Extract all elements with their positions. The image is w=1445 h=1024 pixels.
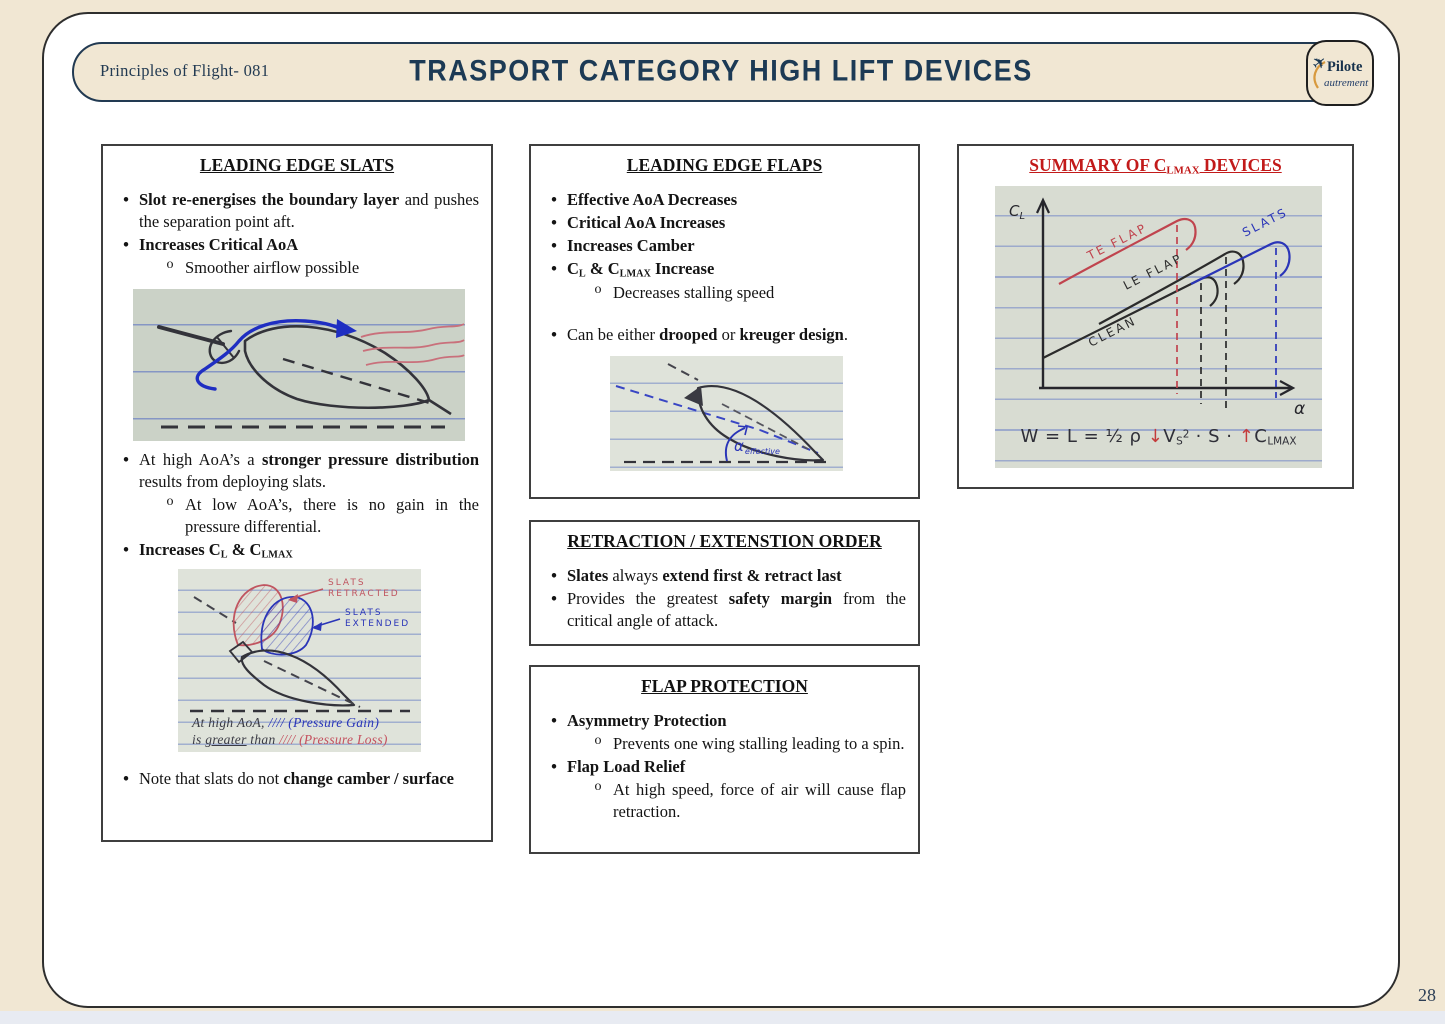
clmax-summary-box [957, 144, 1354, 489]
list-item: • Increases Camber [551, 235, 695, 255]
page-title: TRASPORT CATEGORY HIGH LIFT DEVICES [409, 54, 1033, 88]
slats-box-title: LEADING EDGE SLATS [199, 155, 395, 175]
slat-airflow-diagram [133, 289, 465, 441]
wind-dashes [668, 364, 698, 380]
slats-pressure-diagram [178, 569, 421, 752]
viewer-edge-strip [0, 1011, 1445, 1024]
retracted-label-2: RETRACTED [328, 589, 400, 600]
alpha-effective-label: $\alpha_{effective}$ [734, 436, 780, 456]
header-bar [72, 42, 1370, 102]
clean-label: CLEAN [1086, 313, 1140, 351]
protection-bullets [531, 710, 918, 823]
wind-dashed-line [194, 597, 236, 623]
list-item: • At high AoA’s a stronger pressure distribution results from deploying slats. [123, 449, 479, 491]
slats-bullets-2 [103, 449, 491, 562]
flap-protection-box [529, 665, 920, 854]
slats-label: SLATS [1240, 205, 1291, 241]
list-item: • Effective AoA Decreases [551, 190, 738, 209]
leading-edge-flaps-box [529, 144, 920, 499]
retraction-order-box [529, 520, 920, 646]
clmax-chart-paper [995, 186, 1322, 468]
list-item: o At low AoA’s, there is no gain in the pressure differential. [166, 493, 479, 536]
cl-alpha-chart [995, 186, 1322, 422]
list-item: o Decreases stalling speed [594, 281, 775, 302]
drooped-le-drawing [610, 356, 843, 471]
le-flap-label: LE FLAP [1121, 251, 1186, 294]
airfoil-tail-line [429, 400, 451, 414]
list-item: o Prevents one wing stalling leading to a spin. [594, 732, 905, 753]
course-label: Principles of Flight- 081 [100, 61, 270, 80]
slat-airflow-drawing [133, 289, 465, 441]
slats-bullets-3 [103, 768, 491, 790]
list-item: • Provides the greatest safety margin from the critical angle of attack. [551, 588, 906, 630]
pressure-caption-line2: is greater than //// (Pressure Loss) [192, 732, 388, 748]
te-flap-label: TE FLAP [1085, 220, 1150, 264]
list-item: • Flap Load Relief [551, 756, 686, 776]
stall-speed-formula: W = L = ½ ρ $↓V_S^2 \cdot S$ · $↑C_{LMAX}$ [1020, 426, 1297, 448]
drooped-nose-wedge [684, 386, 703, 406]
turbulence-streamline-1 [361, 324, 464, 337]
retraction-box-title: RETRACTION / EXTENSTION ORDER [567, 531, 882, 551]
document-page [42, 12, 1400, 1008]
list-item: • Slates always extend first & retract last [551, 566, 842, 585]
retracted-label-1: SLATS [328, 578, 366, 589]
list-item: o Smoother airflow possible [166, 256, 360, 277]
alpha-axis-label: α [1294, 399, 1306, 420]
slats-pressure-drawing [178, 569, 421, 715]
list-item: • Slot re-energises the boundary layer and pushes the separation point aft. [123, 190, 479, 231]
brand-logo-art [1308, 42, 1372, 104]
page-number: 28 [1418, 985, 1436, 1005]
logo-name: Pilote [1327, 59, 1363, 75]
slot-airflow-arrow [197, 320, 341, 388]
chord-dashed-line-2 [264, 661, 360, 707]
protection-box-title: FLAP PROTECTION [641, 676, 808, 696]
summary-box-title: SUMMARY OF $C_{LMAX}$ DEVICES [1029, 155, 1282, 177]
list-item: • Increases Critical AoA [123, 234, 299, 254]
retraction-bullets [531, 565, 918, 632]
logo-tagline: autrement [1324, 77, 1369, 89]
slats-bullets-1 [103, 189, 491, 279]
pressure-caption-line1: At high AoA, //// (Pressure Gain) [192, 715, 380, 731]
extended-label-1: SLATS [345, 608, 383, 619]
drooped-le-diagram [610, 356, 843, 471]
list-item: o At high speed, force of air will cause flap retraction. [594, 778, 906, 821]
cl-axis-label: $C_L$ [1009, 202, 1026, 223]
flaps-box-title: LEADING EDGE FLAPS [626, 155, 823, 175]
list-item: • Note that slats do not change camber / surface [123, 769, 454, 789]
leading-edge-slats-box [101, 144, 493, 842]
list-item: • Increases $C_L$ & $C_{LMAX}$ [123, 539, 293, 560]
list-item: • Can be either drooped or kreuger design. [551, 324, 848, 344]
list-item: • Critical AoA Increases [551, 212, 726, 232]
airplane-icon: ✈ [1308, 51, 1332, 75]
brand-logo [1306, 40, 1374, 106]
extended-label-2: EXTENDED [345, 619, 411, 630]
list-item: • $C_L$ & $C_{LMAX}$ Increase [551, 258, 715, 280]
chord-dashed-line [283, 359, 433, 404]
flaps-bullets [531, 189, 918, 346]
turbulence-streamline-3 [366, 355, 464, 365]
list-item: • Asymmetry Protection [551, 711, 727, 730]
